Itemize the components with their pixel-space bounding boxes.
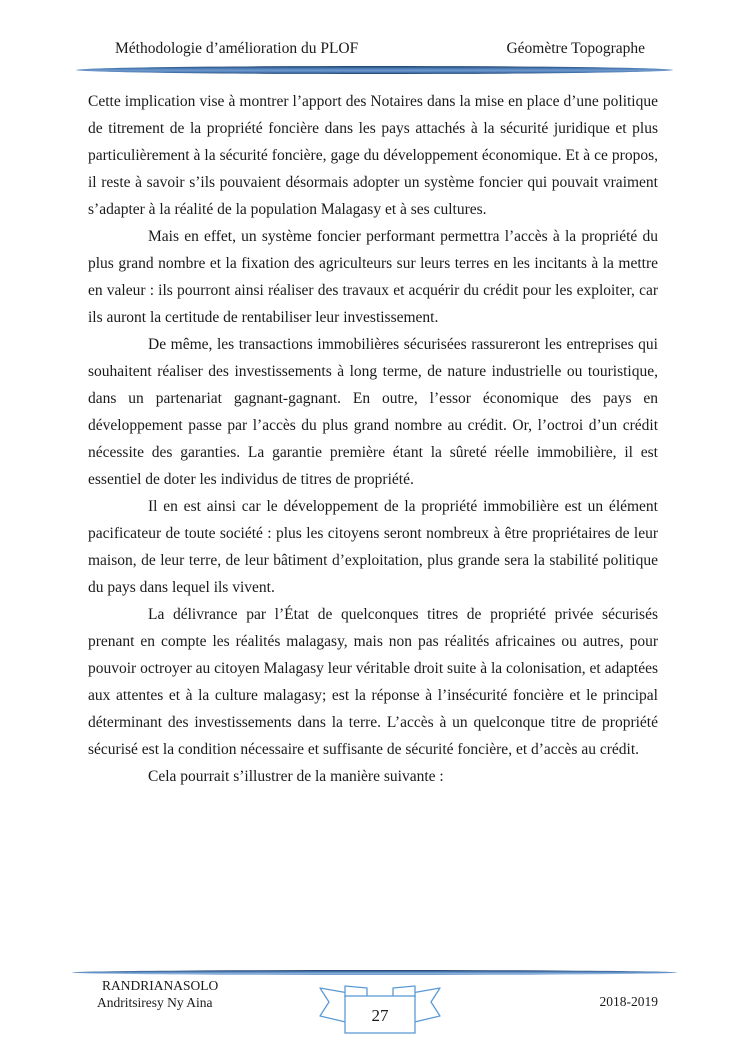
footer-author-surname: RANDRIANASOLO <box>102 978 219 993</box>
footer-divider-line <box>72 970 677 975</box>
page-number: 27 <box>371 1006 389 1025</box>
header-title-left: Méthodologie d’amélioration du PLOF <box>115 40 359 57</box>
paragraph-5: La délivrance par l’État de quelconques titres de propriété privée sécurisés prenant en compte les réalités malagasy, mais non pas réalités africaines ou autres, pour pouvoir octroyer au citoyen Malagasy leur véritable droit suite à la colonisation, et adaptées aux attentes et à la culture malagasy; est la réponse à l’insécurité foncière et le principal déterminant des investissements dans la terre. L’accès à un quelconque titre de propriété sécurisé est la condition nécessaire et suffisante de sécurité foncière, et d’accès au crédit. <box>88 606 658 758</box>
ribbon-banner-icon <box>318 984 442 1038</box>
paragraph-3: De même, les transactions immobilières sécurisées rassureront les entreprises qui souhaitent réaliser des investissements à long terme, de nature industrielle ou touristique, dans un partenariat gagnant-gagnant. En outre, l’essor économique des pays en développement passe par l’accès du plus grand nombre au crédit. Or, l’octroi d’un crédit nécessite des garanties. La garantie première étant la sûreté réelle immobilière, il est essentiel de doter les individus de titres de propriété. <box>88 336 658 488</box>
document-body <box>88 88 658 790</box>
page-number-ribbon <box>318 984 442 1038</box>
footer-author-firstname: Andritsiresy Ny Aina <box>97 995 213 1010</box>
header-divider-line <box>76 66 673 74</box>
paragraph-1: Cette implication vise à montrer l’apport des Notaires dans la mise en place d’une politique de titrement de la propriété foncière dans les pays attachés à la sécurité juridique et plus particulièrement à la sécurité foncière, gage du développement économique. Et à ce propos, il reste à savoir s’ils pouvaient désormais adopter un système foncier qui pouvait vraiment s’adapter à la réalité de la population Malagasy et à ses cultures. <box>88 93 658 218</box>
footer-year: 2018-2019 <box>599 994 658 1009</box>
header-title-right: Géomètre Topographe <box>506 40 645 57</box>
paragraph-6: Cela pourrait s’illustrer de la manière suivante : <box>148 768 444 785</box>
paragraph-2: Mais en effet, un système foncier performant permettra l’accès à la propriété du plus grand nombre et la fixation des agriculteurs sur leurs terres en les incitants à la mettre en valeur : ils pourront ainsi réaliser des travaux et acquérir du crédit pour les exploiter, car ils auront la certitude de rentabiliser leur investissement. <box>88 228 658 326</box>
paragraph-4: Il en est ainsi car le développement de la propriété immobilière est un élément pacificateur de toute société : plus les citoyens seront nombreux à être propriétaires de leur maison, de leur terre, de leur bâtiment d’exploitation, plus grande sera la stabilité politique du pays dans lequel ils vivent. <box>88 498 658 596</box>
footer-author-block <box>97 977 218 1011</box>
